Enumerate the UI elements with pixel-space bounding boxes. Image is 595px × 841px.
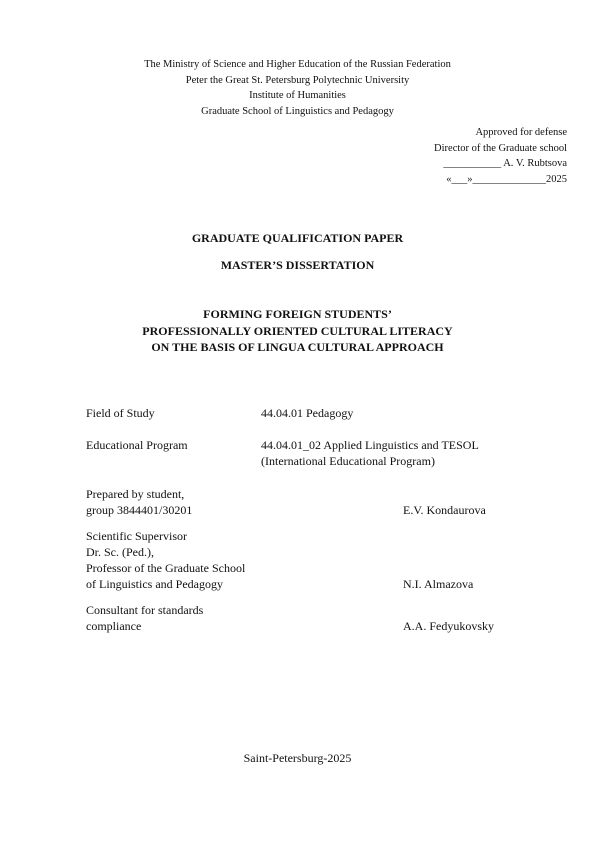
paper-type-title: GRADUATE QUALIFICATION PAPER [191, 231, 404, 245]
institution-header [0, 57, 595, 119]
educational-program-value [261, 437, 479, 469]
institute-line: Institute of Humanities [249, 90, 346, 101]
supervisor-label [86, 528, 286, 592]
approval-signature-line: ___________ A. V. Rubtsova [443, 158, 567, 169]
paper-type-block [0, 231, 595, 272]
topic-line-2: PROFESSIONALLY ORIENTED CULTURAL LITERACY [142, 323, 453, 338]
consultant-label-line-2: compliance [86, 619, 142, 633]
program-value-line-2: (International Educational Program) [261, 454, 435, 468]
supervisor-row [86, 528, 526, 592]
dissertation-topic [0, 306, 595, 356]
approval-block [434, 125, 567, 187]
school-line: Graduate School of Linguistics and Pedagogy [201, 105, 394, 117]
supervisor-name: N.I. Almazova [403, 577, 474, 591]
consultant-row [86, 602, 526, 634]
supervisor-label-line-4: of Linguistics and Pedagogy [86, 577, 223, 591]
city-year-footer: Saint-Petersburg-2025 [243, 751, 352, 765]
supervisor-label-line-3: Professor of the Graduate School [86, 561, 246, 575]
student-name: E.V. Kondaurova [403, 503, 486, 517]
field-of-study-value: 44.04.01 Pedagogy [261, 406, 354, 420]
info-section [86, 405, 526, 634]
topic-line-1: FORMING FOREIGN STUDENTS’ [203, 307, 392, 321]
dissertation-type-title: MASTER’S DISSERTATION [220, 258, 375, 272]
consultant-label [86, 602, 261, 634]
student-label-line-1: Prepared by student, [86, 487, 185, 501]
educational-program-row [86, 437, 526, 469]
student-row [86, 486, 526, 518]
student-group-line: group 3844401/30201 [86, 503, 193, 517]
supervisor-label-line-2: Dr. Sc. (Ped.), [86, 545, 154, 559]
university-line: Peter the Great St. Petersburg Polytechnic University [185, 74, 410, 86]
student-label [86, 486, 261, 518]
ministry-line: The Ministry of Science and Higher Education of the Russian Federation [144, 59, 451, 70]
field-of-study-label: Field of Study [86, 406, 155, 420]
approval-line-2: Director of the Graduate school [434, 142, 567, 154]
field-of-study-row [86, 405, 526, 421]
approval-line-1: Approved for defense [475, 127, 567, 138]
educational-program-label: Educational Program [86, 438, 188, 452]
consultant-label-line-1: Consultant for standards [86, 603, 204, 617]
consultant-name: A.A. Fedyukovsky [403, 619, 495, 633]
topic-line-3: ON THE BASIS OF LINGUA CULTURAL APPROACH [151, 340, 444, 354]
supervisor-label-line-1: Scientific Supervisor [86, 529, 187, 543]
program-value-line-1: 44.04.01_02 Applied Linguistics and TESOL [261, 438, 479, 452]
approval-date-line: «___»______________2025 [446, 173, 567, 185]
